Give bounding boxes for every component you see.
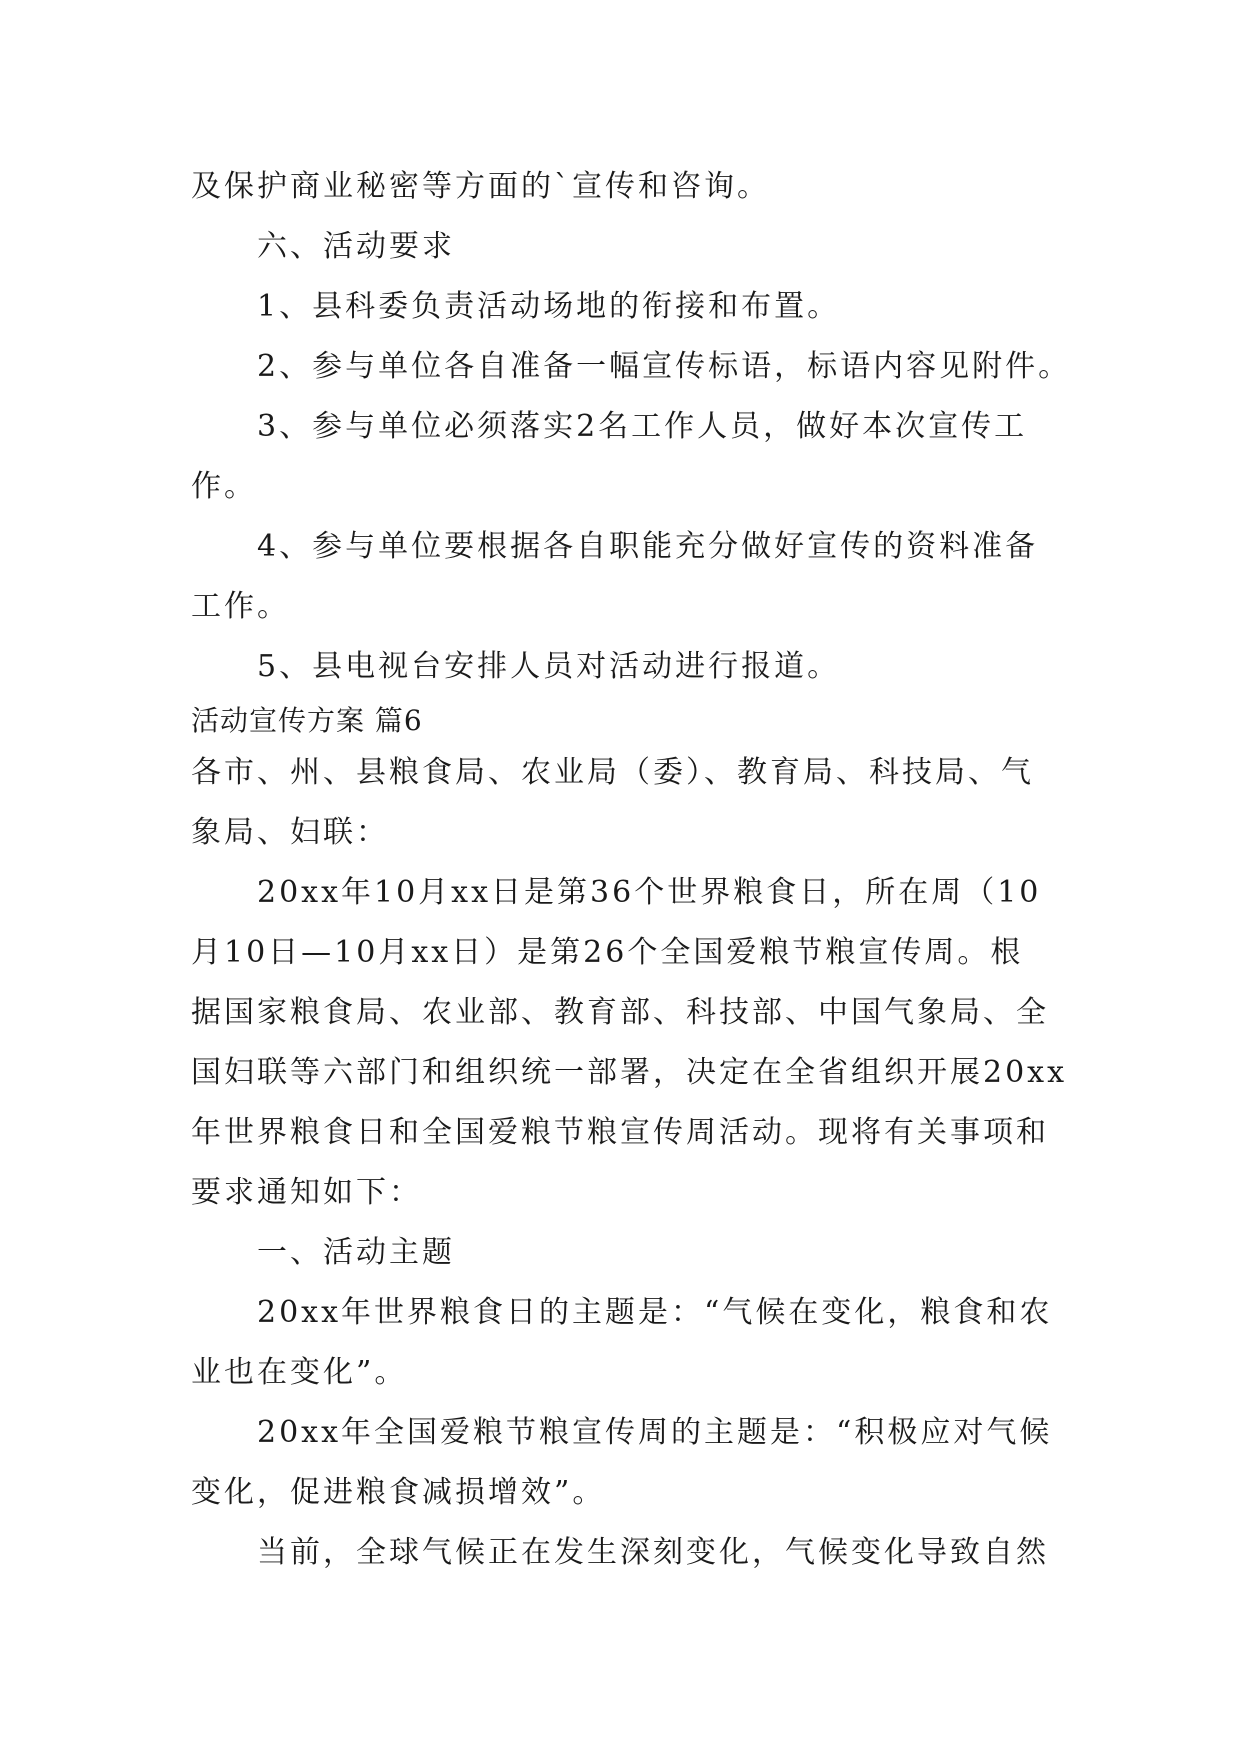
paragraph-line: 要求通知如下： xyxy=(191,1175,422,1210)
paragraph-line: 业也在变化”。 xyxy=(191,1355,408,1390)
list-item: 2、参与单位各自准备一幅宣传标语，标语内容见附件。 xyxy=(257,349,1072,384)
salutation-line: 各市、州、县粮食局、农业局（委）、教育局、科技局、气 xyxy=(191,755,1034,790)
list-item: 5、县电视台安排人员对活动进行报道。 xyxy=(257,649,841,684)
list-item: 1、县科委负责活动场地的衔接和布置。 xyxy=(257,289,841,324)
salutation-line: 象局、妇联： xyxy=(191,815,389,850)
section-heading: 六、活动要求 xyxy=(257,229,455,264)
paragraph-line: 当前，全球气候正在发生深刻变化，气候变化导致自然 xyxy=(257,1535,1049,1570)
paragraph-line: 变化，促进粮食减损增效”。 xyxy=(191,1475,606,1510)
paragraph-line: 国妇联等六部门和组织统一部署，决定在全省组织开展20xx xyxy=(191,1055,1068,1090)
paragraph-line: 据国家粮食局、农业部、教育部、科技部、中国气象局、全 xyxy=(191,995,1049,1030)
paragraph-line: 20xx年10月xx日是第36个世界粮食日，所在周（10 xyxy=(257,875,1042,910)
paragraph-line: 作。 xyxy=(191,469,257,504)
section-heading: 一、活动主题 xyxy=(257,1235,455,1270)
paragraph-line: 工作。 xyxy=(191,589,290,624)
paragraph-line: 及保护商业秘密等方面的`宣传和咨询。 xyxy=(191,169,770,204)
paragraph-line: 年世界粮食日和全国爱粮节粮宣传周活动。现将有关事项和 xyxy=(191,1115,1049,1150)
paragraph-line: 月10日—10月xx日）是第26个全国爱粮节粮宣传周。根 xyxy=(191,935,1024,970)
paragraph-line: 20xx年世界粮食日的主题是：“气候在变化，粮食和农 xyxy=(257,1295,1053,1330)
paragraph-line: 20xx年全国爱粮节粮宣传周的主题是：“积极应对气候 xyxy=(257,1415,1053,1450)
article-title: 活动宣传方案 篇6 xyxy=(191,704,423,737)
list-item: 4、参与单位要根据各自职能充分做好宣传的资料准备 xyxy=(257,529,1039,564)
list-item: 3、参与单位必须落实2名工作人员，做好本次宣传工 xyxy=(257,409,1028,444)
